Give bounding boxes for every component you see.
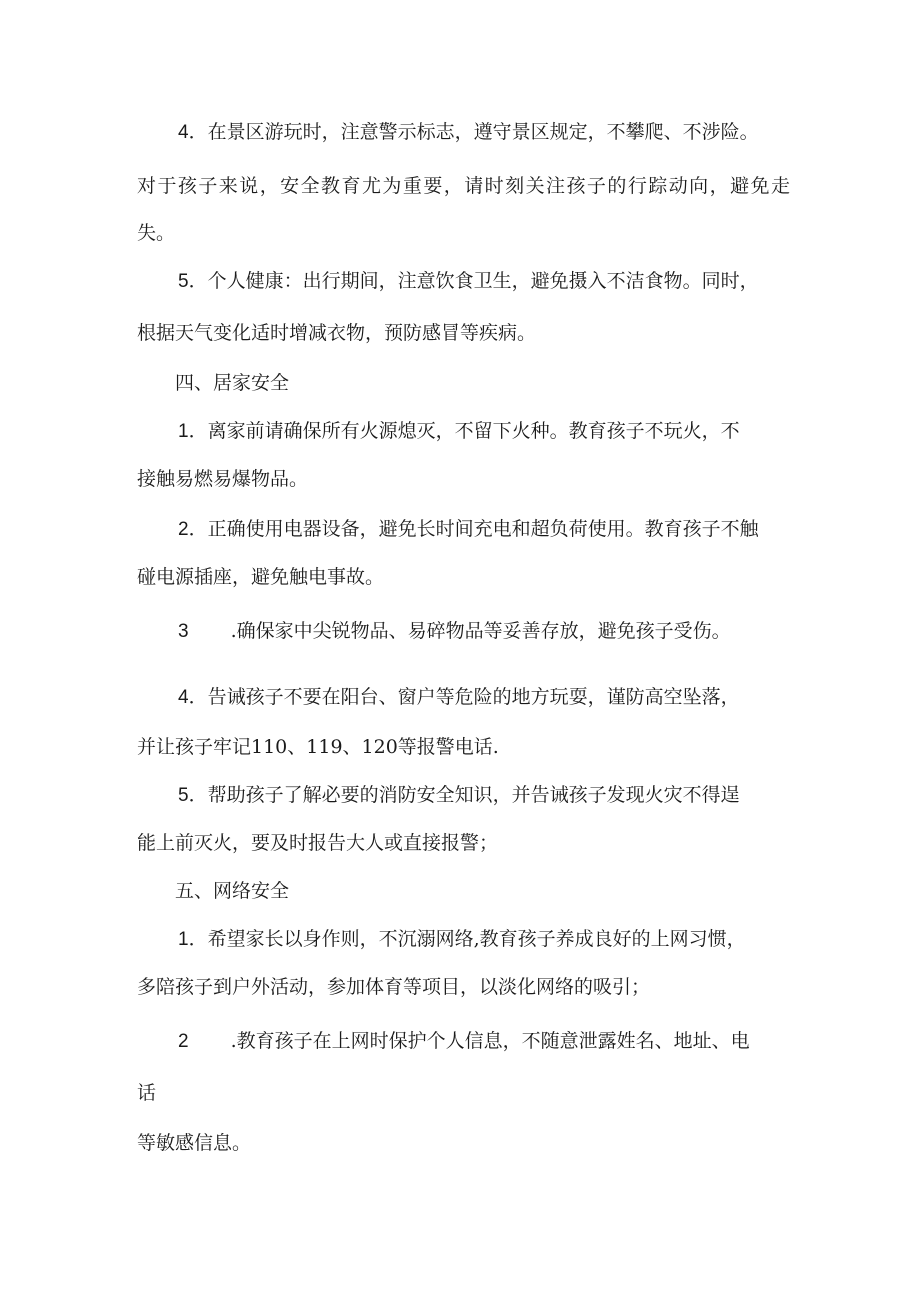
line-text: ．帮助孩子了解必要的消防安全知识，并告诫孩子发现火灾不得逞 (188, 784, 740, 806)
paragraph-line (137, 564, 384, 590)
line-text: ．正确使用电器设备，避免长时间充电和超负荷使用。教育孩子不触 (188, 518, 759, 540)
paragraph-line (137, 734, 499, 760)
line-text: 失。 (137, 222, 176, 244)
paragraph-line (137, 1130, 251, 1156)
item-number: 4 (178, 687, 189, 708)
item-number: 1 (178, 421, 189, 442)
paragraph-line (178, 782, 768, 809)
section-heading (175, 878, 289, 904)
paragraph-line (178, 684, 768, 711)
paragraph-line (137, 974, 650, 1000)
paragraph-line (137, 830, 498, 856)
paragraph-line (137, 173, 790, 199)
paragraph-line (137, 1080, 156, 1106)
paragraph-line (178, 268, 790, 295)
item-number: 4 (178, 122, 189, 143)
item-number: 2 (178, 519, 189, 540)
line-text: 碰电源插座，避免触电事故。 (137, 566, 385, 588)
line-text: 等敏感信息。 (137, 1132, 252, 1154)
line-text: ．希望家长以身作则，不沉溺网络,教育孩子养成良好的上网习惯， (188, 928, 746, 950)
paragraph-line (137, 220, 175, 246)
section-heading (175, 370, 289, 396)
line-text: ．告诫孩子不要在阳台、窗户等危险的地方玩耍，谨防高空坠落， (188, 686, 740, 708)
line-text: 根据天气变化适时增减衣物，预防感冒等疾病。 (137, 322, 537, 344)
line-text: 并让孩子牢记110、119、120等报警电话. (137, 736, 499, 758)
paragraph-line (178, 418, 783, 445)
item-number: 5 (178, 271, 189, 292)
line-text: 对于孩子来说，安全教育尤为重要，请时刻关注孩子的行踪动向，避免走 (137, 175, 790, 197)
item-number: 2 (178, 1031, 189, 1052)
line-text: 接触易燃易爆物品。 (137, 468, 309, 490)
paragraph-line (178, 119, 790, 146)
line-text: .教育孩子在上网时保护个人信息，不随意泄露姓名、地址、电 (230, 1030, 750, 1052)
heading-text: 四、居家安全 (175, 372, 290, 394)
line-text: .确保家中尖锐物品、易碎物品等妥善存放，避免孩子受伤。 (230, 620, 731, 642)
item-number: 5 (178, 785, 189, 806)
paragraph-line (178, 1028, 750, 1055)
paragraph-line (178, 618, 731, 645)
line-text: 话 (137, 1082, 157, 1104)
heading-text: 五、网络安全 (175, 880, 290, 902)
item-number: 1 (178, 929, 189, 950)
line-text: ．个人健康：出行期间，注意饮食卫生，避免摄入不洁食物。同时， (188, 270, 759, 292)
paragraph-line (137, 320, 536, 346)
paragraph-line (178, 516, 783, 543)
paragraph-line (178, 926, 778, 953)
line-text: 能上前灭火，要及时报告大人或直接报警； (137, 832, 499, 854)
line-text: ．在景区游玩时，注意警示标志，遵守景区规定，不攀爬、不涉险。 (188, 121, 759, 143)
paragraph-line (137, 466, 308, 492)
line-text: ．离家前请确保所有火源熄灭，不留下火种。教育孩子不玩火，不 (188, 420, 740, 442)
line-text: 多陪孩子到户外活动，参加体育等项目，以淡化网络的吸引； (137, 976, 651, 998)
item-number: 3 (178, 621, 189, 642)
